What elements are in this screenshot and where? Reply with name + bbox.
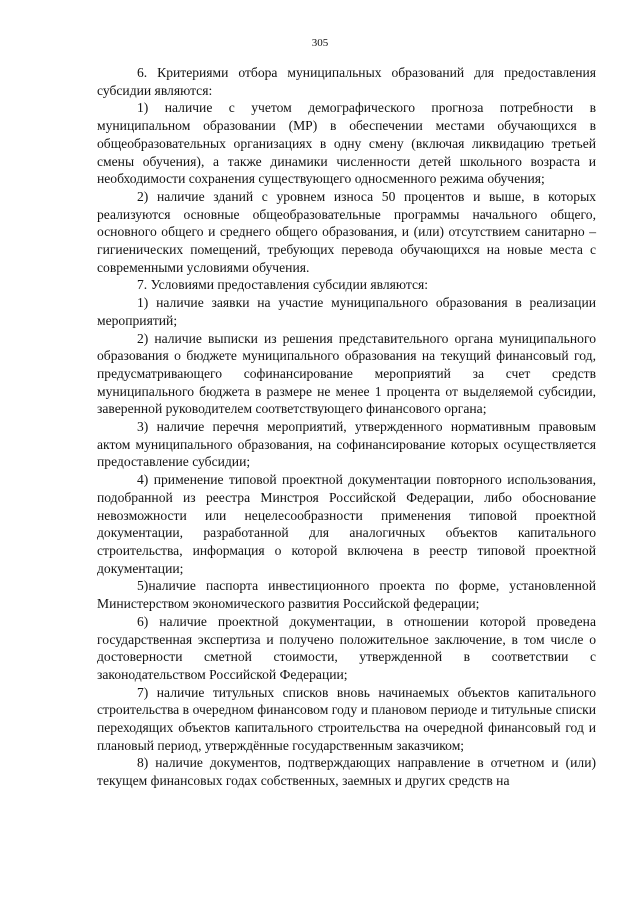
paragraph-condition-6: 6) наличие проектной документации, в отношении которой проведена государственная экспертиза и получено положительное заключение, в том числе о достоверности сметной стоимости, утвержденной в соответствии с законодательством Российской Федерации; [97, 613, 596, 682]
page-number: 305 [311, 37, 329, 49]
paragraph-condition-3: 3) наличие перечня мероприятий, утвержденного нормативным правовым актом муниципального образования, на софинансирование которых осуществляется предоставление субсидии; [97, 419, 596, 470]
paragraph-condition-8: 8) наличие документов, подтверждающих направление в отчетном и (или) текущем финансовых годах собственных, заемных и других средств на [97, 755, 596, 789]
paragraph-conditions-heading: 7. Условиями предоставления субсидии являются: [137, 277, 429, 293]
paragraph-criteria-heading: 6. Критериями отбора муниципальных образований для предоставления субсидии являются: [97, 65, 596, 98]
paragraph-condition-1: 1) наличие заявки на участие муниципального образования в реализации мероприятий; [97, 295, 596, 328]
paragraph-criterion-2: 2) наличие зданий с уровнем износа 50 процентов и выше, в которых реализуются основные общеобразовательные программы начального общего, основного общего и среднего общего образования, и (или) отсутствием санитарно – гигиенических помещений, требующих перевода обучающихся на новые места с современными условиями обучения. [97, 188, 596, 275]
paragraph-condition-2: 2) наличие выписки из решения представительного органа муниципального образования о бюджете муниципального образования на текущий финансовый год, предусматривающего софинансирование мероприятий за счет средств муниципального бюджета в размере не менее 1 процента от выделяемой субсидии, заверенной руководителем соответствующего финансового органа; [97, 330, 596, 417]
paragraph-condition-4: 4) применение типовой проектной документации повторного использования, подобранной из реестра Минстроя Российской Федерации, либо обоснование невозможности или нецелесообразности применения типовой проектной документации, разработанной для аналогичных объектов капитального строительства, информация о которой включена в реестр типовой проектной документации; [97, 472, 596, 576]
paragraph-condition-7: 7) наличие титульных списков вновь начинаемых объектов капитального строительства в очередном финансовом году и плановом периоде и титульные списки переходящих объектов капитального строительства на очередной финансовый год и плановый период, утверждённые государственным заказчиком; [97, 684, 596, 753]
paragraph-criterion-1: 1) наличие с учетом демографического прогноза потребности в муниципальном образовании (МР) в обеспечении местами обучающихся в общеобразовательных организациях в одну смену (включая ликвидацию третьей смены обучения), а также динамики численности детей школьного возраста и необходимости сохранения существующего односменного режима обучения; [97, 100, 596, 187]
paragraph-condition-5: 5)наличие паспорта инвестиционного проекта по форме, установленной Министерством экономического развития Российской федерации; [97, 578, 596, 612]
document-body [97, 64, 596, 790]
